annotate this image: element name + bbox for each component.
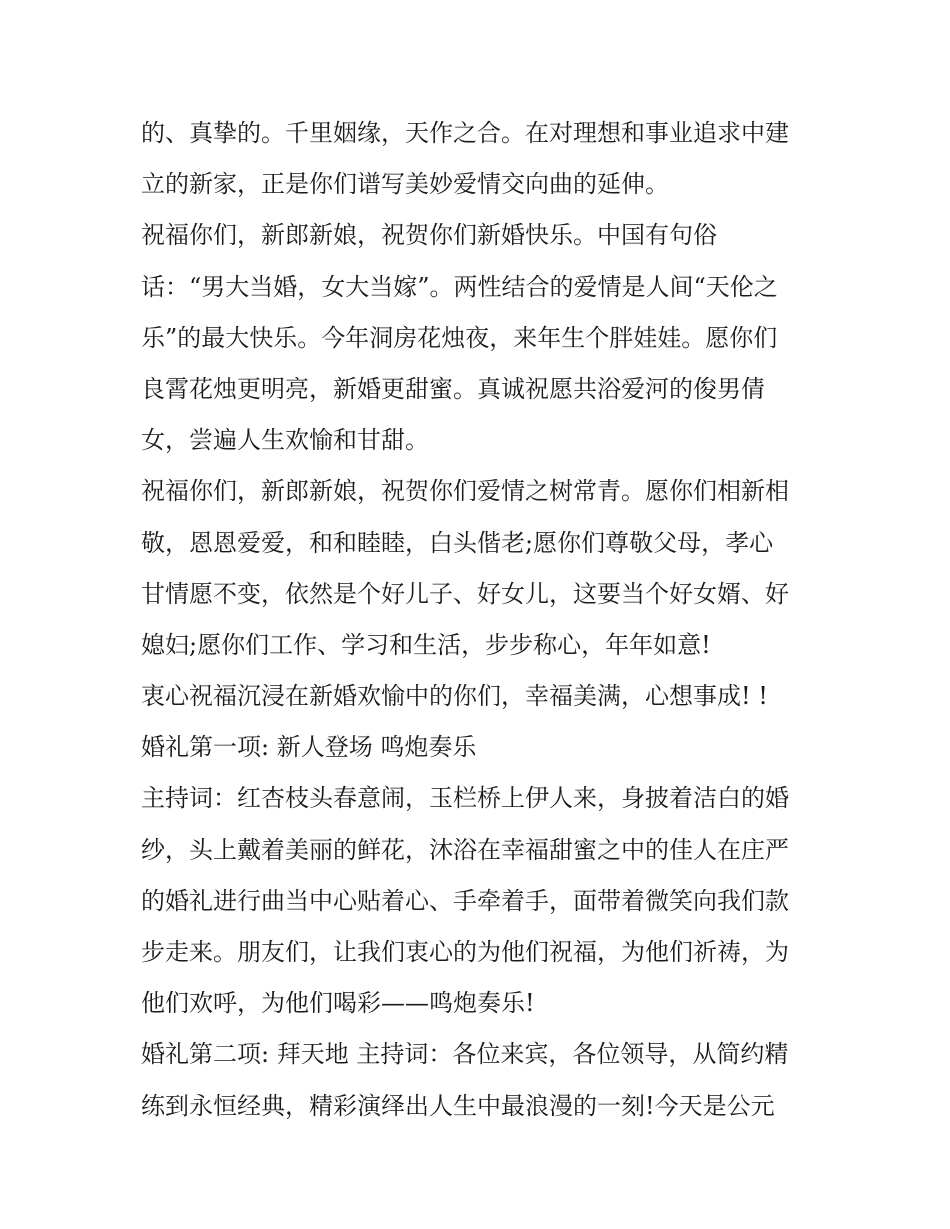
text-line: 主持词：红杏枝头春意闹，玉栏桥上伊人来，身披着洁白的婚 (141, 784, 789, 813)
text-line: 祝福你们，新郎新娘，祝贺你们新婚快乐。中国有句俗 (141, 221, 717, 250)
body-text (141, 108, 831, 1132)
text-line: 的婚礼进行曲当中心贴着心、手牵着手，面带着微笑向我们款 (141, 886, 789, 915)
text-line: 女，尝遍人生欢愉和甘甜。 (141, 426, 429, 455)
text-line: 步走来。朋友们，让我们衷心的为他们祝福，为他们祈祷，为 (141, 938, 789, 966)
text-line: 话：“男大当婚，女大当嫁”。两性结合的爱情是人间“天伦之 (141, 272, 778, 301)
text-line: 婚礼第二项: 拜天地 主持词：各位来宾，各位领导，从简约精 (141, 1040, 789, 1069)
text-line: 甘情愿不变，依然是个好儿子、好女儿，这要当个好女婿、好 (141, 579, 789, 608)
text-line: 乐”的最大快乐。今年洞房花烛夜，来年生个胖娃娃。愿你们 (141, 323, 778, 352)
text-line: 纱，头上戴着美丽的鲜花，沐浴在幸福甜蜜之中的佳人在庄严 (141, 835, 789, 864)
text-line: 媳妇;愿你们工作、学习和生活，步步称心，年年如意! (141, 630, 711, 659)
text-line: 敬，恩恩爱爱，和和睦睦，白头偕老;愿你们尊敬父母，孝心 (141, 528, 774, 557)
text-line: 的、真挚的。千里姻缘，天作之合。在对理想和事业追求中建 (141, 119, 789, 147)
text-line: 练到永恒经典，精彩演绎出人生中最浪漫的一刻!今天是公元 (141, 1091, 775, 1120)
text-line: 良霄花烛更明亮，新婚更甜蜜。真诚祝愿共浴爱河的俊男倩 (141, 374, 765, 403)
text-line: 衷心祝福沉浸在新婚欢愉中的你们，幸福美满，心想事成! ! (141, 682, 768, 711)
text-line: 祝福你们，新郎新娘，祝贺你们爱情之树常青。愿你们相新相 (141, 477, 789, 506)
text-line: 他们欢呼，为他们喝彩——鸣炮奏乐! (141, 989, 535, 1018)
text-line: 立的新家，正是你们谱写美妙爱情交向曲的延伸。 (141, 170, 669, 199)
section-heading: 婚礼第一项: 新人登场 鸣炮奏乐 (141, 733, 477, 762)
